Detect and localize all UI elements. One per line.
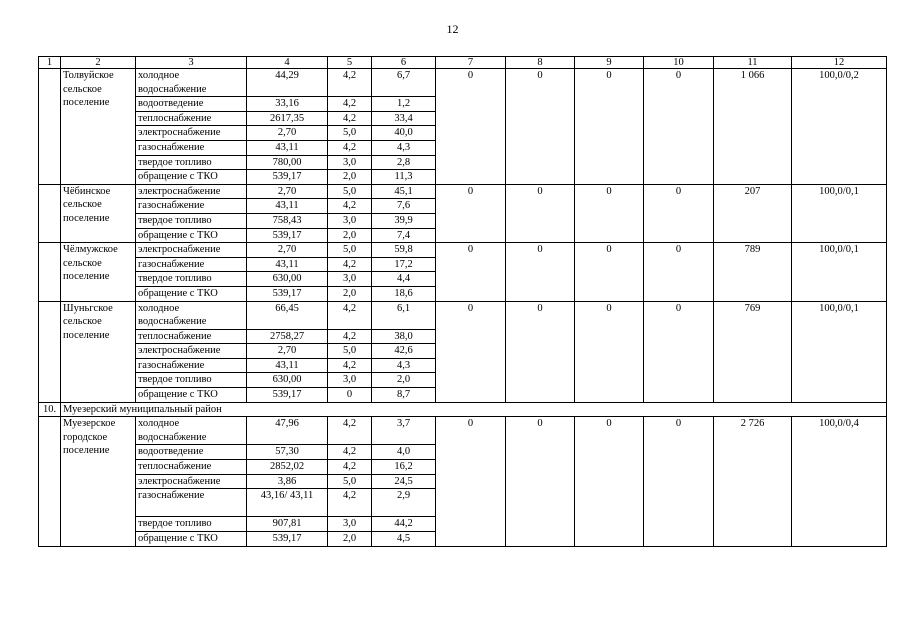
growth-value: 3,0 (328, 517, 372, 532)
header-cell: 9 (575, 57, 644, 69)
growth-value: 4,2 (328, 460, 372, 475)
share-value: 2,8 (372, 155, 436, 170)
header-cell: 2 (61, 57, 136, 69)
share-value: 4,3 (372, 358, 436, 373)
growth-value: 2,0 (328, 286, 372, 301)
growth-value: 5,0 (328, 184, 372, 199)
growth-value: 3,0 (328, 155, 372, 170)
growth-value: 4,2 (328, 140, 372, 155)
group-value-c8: 0 (506, 184, 575, 242)
tariff-table (38, 56, 887, 547)
growth-value: 4,2 (328, 489, 372, 517)
growth-value: 4,2 (328, 199, 372, 214)
group-value-c9: 0 (575, 301, 644, 402)
tariff-value: 2617,35 (247, 111, 328, 126)
row-number-cell (39, 243, 61, 301)
service-name: электроснабжение (136, 184, 247, 199)
service-name: газоснабжение (136, 140, 247, 155)
group-value-c12: 100,0/0,2 (792, 69, 887, 185)
share-value: 4,0 (372, 445, 436, 460)
growth-value: 5,0 (328, 344, 372, 359)
service-name: обращение с ТКО (136, 228, 247, 243)
row-number-cell (39, 69, 61, 185)
growth-value: 4,2 (328, 358, 372, 373)
tariff-value: 539,17 (247, 286, 328, 301)
group-value-c8: 0 (506, 243, 575, 301)
table-row (39, 243, 887, 258)
service-name: водоотведение (136, 445, 247, 460)
service-name: твердое топливо (136, 272, 247, 287)
tariff-value: 43,11 (247, 199, 328, 214)
tariff-value: 3,86 (247, 474, 328, 489)
service-name: твердое топливо (136, 517, 247, 532)
table-body (39, 57, 887, 547)
growth-value: 3,0 (328, 373, 372, 388)
service-name: электроснабжение (136, 243, 247, 258)
header-cell: 5 (328, 57, 372, 69)
service-name: электроснабжение (136, 474, 247, 489)
share-value: 44,2 (372, 517, 436, 532)
tariff-value: 539,17 (247, 170, 328, 185)
group-value-c9: 0 (575, 417, 644, 546)
header-row (39, 57, 887, 69)
growth-value: 4,2 (328, 301, 372, 329)
group-value-c11: 207 (714, 184, 792, 242)
service-name: обращение с ТКО (136, 286, 247, 301)
share-value: 39,9 (372, 213, 436, 228)
service-name: газоснабжение (136, 489, 247, 517)
group-value-c10: 0 (644, 69, 714, 185)
settlement-name: Толвуйское сельское поселение (61, 69, 136, 185)
group-value-c7: 0 (436, 243, 506, 301)
header-cell: 3 (136, 57, 247, 69)
service-name: газоснабжение (136, 257, 247, 272)
tariff-value: 2,70 (247, 243, 328, 258)
share-value: 4,4 (372, 272, 436, 287)
growth-value: 4,2 (328, 257, 372, 272)
table-row (39, 417, 887, 445)
service-name: газоснабжение (136, 358, 247, 373)
settlement-name: Муезерское городское поселение (61, 417, 136, 546)
share-value: 3,7 (372, 417, 436, 445)
group-value-c10: 0 (644, 243, 714, 301)
share-value: 42,6 (372, 344, 436, 359)
tariff-value: 539,17 (247, 388, 328, 403)
share-value: 4,3 (372, 140, 436, 155)
group-value-c11: 1 066 (714, 69, 792, 185)
tariff-value: 2758,27 (247, 329, 328, 344)
group-value-c9: 0 (575, 243, 644, 301)
service-name: твердое топливо (136, 155, 247, 170)
tariff-value: 907,81 (247, 517, 328, 532)
group-value-c11: 789 (714, 243, 792, 301)
group-value-c7: 0 (436, 184, 506, 242)
share-value: 59,8 (372, 243, 436, 258)
tariff-value: 539,17 (247, 228, 328, 243)
share-value: 18,6 (372, 286, 436, 301)
header-cell: 4 (247, 57, 328, 69)
share-value: 4,5 (372, 532, 436, 547)
row-number-cell (39, 301, 61, 402)
tariff-value: 539,17 (247, 532, 328, 547)
table-row (39, 184, 887, 199)
tariff-value: 66,45 (247, 301, 328, 329)
service-name: холодное водоснабжение (136, 417, 247, 445)
service-name: обращение с ТКО (136, 532, 247, 547)
row-number-cell (39, 417, 61, 546)
growth-value: 4,2 (328, 111, 372, 126)
service-name: холодное водоснабжение (136, 301, 247, 329)
group-value-c10: 0 (644, 184, 714, 242)
growth-value: 5,0 (328, 474, 372, 489)
header-cell: 1 (39, 57, 61, 69)
settlement-name: Чёбинское сельское поселение (61, 184, 136, 242)
settlement-name: Чёлмужское сельское поселение (61, 243, 136, 301)
group-value-c7: 0 (436, 69, 506, 185)
share-value: 17,2 (372, 257, 436, 272)
tariff-value: 43,16/ 43,11 (247, 489, 328, 517)
group-value-c11: 769 (714, 301, 792, 402)
growth-value: 0 (328, 388, 372, 403)
share-value: 1,2 (372, 97, 436, 112)
share-value: 6,1 (372, 301, 436, 329)
table-row (39, 69, 887, 97)
group-value-c7: 0 (436, 417, 506, 546)
group-value-c8: 0 (506, 417, 575, 546)
header-cell: 12 (792, 57, 887, 69)
growth-value: 5,0 (328, 126, 372, 141)
header-cell: 6 (372, 57, 436, 69)
share-value: 7,4 (372, 228, 436, 243)
service-name: электроснабжение (136, 126, 247, 141)
page-number: 12 (446, 22, 459, 36)
tariff-value: 630,00 (247, 373, 328, 388)
share-value: 45,1 (372, 184, 436, 199)
table-row (39, 301, 887, 329)
row-number-cell (39, 184, 61, 242)
share-value: 16,2 (372, 460, 436, 475)
share-value: 8,7 (372, 388, 436, 403)
growth-value: 3,0 (328, 272, 372, 287)
service-name: водоотведение (136, 97, 247, 112)
tariff-value: 43,11 (247, 358, 328, 373)
service-name: электроснабжение (136, 344, 247, 359)
tariff-value: 47,96 (247, 417, 328, 445)
group-value-c8: 0 (506, 301, 575, 402)
section-title: Муезерский муниципальный район (61, 402, 887, 417)
header-cell: 7 (436, 57, 506, 69)
header-cell: 10 (644, 57, 714, 69)
tariff-value: 43,11 (247, 257, 328, 272)
tariff-value: 780,00 (247, 155, 328, 170)
group-value-c9: 0 (575, 69, 644, 185)
group-value-c11: 2 726 (714, 417, 792, 546)
service-name: теплоснабжение (136, 111, 247, 126)
group-value-c7: 0 (436, 301, 506, 402)
service-name: твердое топливо (136, 373, 247, 388)
service-name: газоснабжение (136, 199, 247, 214)
group-value-c8: 0 (506, 69, 575, 185)
group-value-c10: 0 (644, 417, 714, 546)
share-value: 11,3 (372, 170, 436, 185)
growth-value: 4,2 (328, 445, 372, 460)
tariff-value: 630,00 (247, 272, 328, 287)
share-value: 24,5 (372, 474, 436, 489)
group-value-c9: 0 (575, 184, 644, 242)
growth-value: 2,0 (328, 532, 372, 547)
service-name: обращение с ТКО (136, 170, 247, 185)
service-name: теплоснабжение (136, 329, 247, 344)
group-value-c10: 0 (644, 301, 714, 402)
settlement-name: Шуньгское сельское поселение (61, 301, 136, 402)
tariff-value: 33,16 (247, 97, 328, 112)
growth-value: 4,2 (328, 97, 372, 112)
share-value: 40,0 (372, 126, 436, 141)
group-value-c12: 100,0/0,1 (792, 243, 887, 301)
service-name: твердое топливо (136, 213, 247, 228)
tariff-value: 2,70 (247, 126, 328, 141)
share-value: 6,7 (372, 69, 436, 97)
share-value: 7,6 (372, 199, 436, 214)
header-cell: 11 (714, 57, 792, 69)
tariff-value: 44,29 (247, 69, 328, 97)
tariff-value: 57,30 (247, 445, 328, 460)
section-number: 10. (39, 402, 61, 417)
group-value-c12: 100,0/0,1 (792, 184, 887, 242)
section-row (39, 402, 887, 417)
growth-value: 2,0 (328, 170, 372, 185)
growth-value: 4,2 (328, 69, 372, 97)
tariff-value: 758,43 (247, 213, 328, 228)
tariff-value: 2,70 (247, 184, 328, 199)
share-value: 38,0 (372, 329, 436, 344)
tariff-value: 43,11 (247, 140, 328, 155)
growth-value: 4,2 (328, 329, 372, 344)
group-value-c12: 100,0/0,1 (792, 301, 887, 402)
share-value: 2,0 (372, 373, 436, 388)
growth-value: 4,2 (328, 417, 372, 445)
growth-value: 5,0 (328, 243, 372, 258)
growth-value: 2,0 (328, 228, 372, 243)
service-name: холодное водоснабжение (136, 69, 247, 97)
tariff-value: 2,70 (247, 344, 328, 359)
growth-value: 3,0 (328, 213, 372, 228)
service-name: обращение с ТКО (136, 388, 247, 403)
share-value: 33,4 (372, 111, 436, 126)
group-value-c12: 100,0/0,4 (792, 417, 887, 546)
share-value: 2,9 (372, 489, 436, 517)
header-cell: 8 (506, 57, 575, 69)
service-name: теплоснабжение (136, 460, 247, 475)
tariff-value: 2852,02 (247, 460, 328, 475)
